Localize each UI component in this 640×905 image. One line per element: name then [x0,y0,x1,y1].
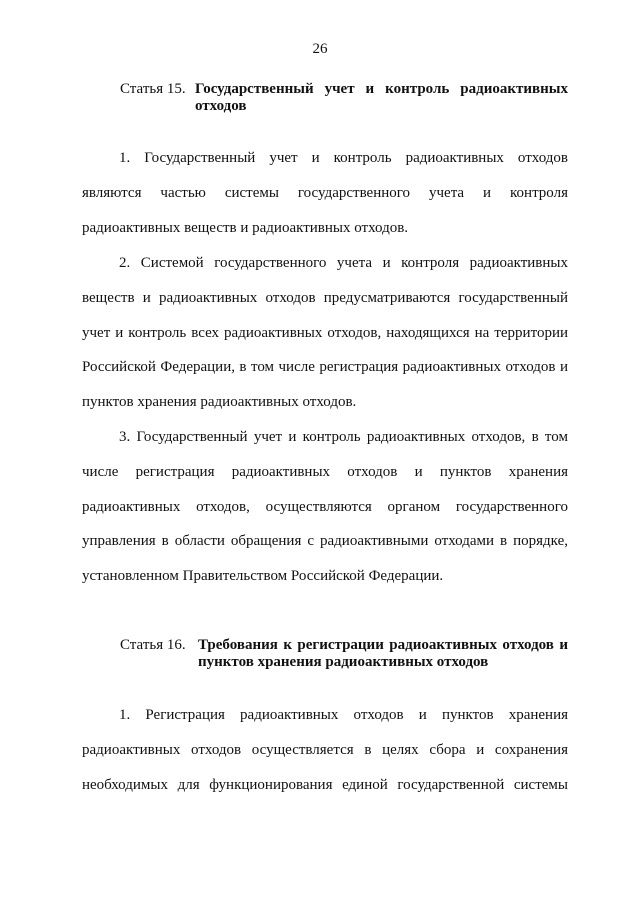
article-16-heading [120,637,568,671]
article-15-paragraph-3: 3. Государственный учет и контроль радиоактивных отходов, в том числе регистрация радиоактивных отходов и пунктов хранения радиоактивных отходов, осуществляются органом государственного управления в области обращения с радиоактивными отходами в порядке, установленном Правительством Российской Федерации. [82,429,568,585]
article-15-number: Статья 15. [120,81,186,97]
article-16-number: Статья 16. [120,637,186,653]
article-16-title: Требования к регистрации радиоактивных отходов и пунктов хранения радиоактивных отходов [198,637,568,670]
article-15-heading [120,81,568,115]
article-16-paragraph-1: 1. Регистрация радиоактивных отходов и пунктов хранения радиоактивных отходов осуществляется в целях сбора и сохранения необходимых для функционирования единой государственной системы [82,707,568,793]
page-number: 26 [312,41,328,57]
article-15-paragraph-2: 2. Системой государственного учета и контроля радиоактивных веществ и радиоактивных отходов предусматриваются государственный учет и контроль всех радиоактивных отходов, находящихся на территории Российской Федерации, в том числе регистрация радиоактивных отходов и пунктов хранения радиоактивных отходов. [82,255,568,411]
article-15-paragraph-1: 1. Государственный учет и контроль радиоактивных отходов являются частью системы государственного учета и контроля радиоактивных веществ и радиоактивных отходов. [82,150,568,236]
article-15-title: Государственный учет и контроль радиоактивных отходов [195,81,568,114]
